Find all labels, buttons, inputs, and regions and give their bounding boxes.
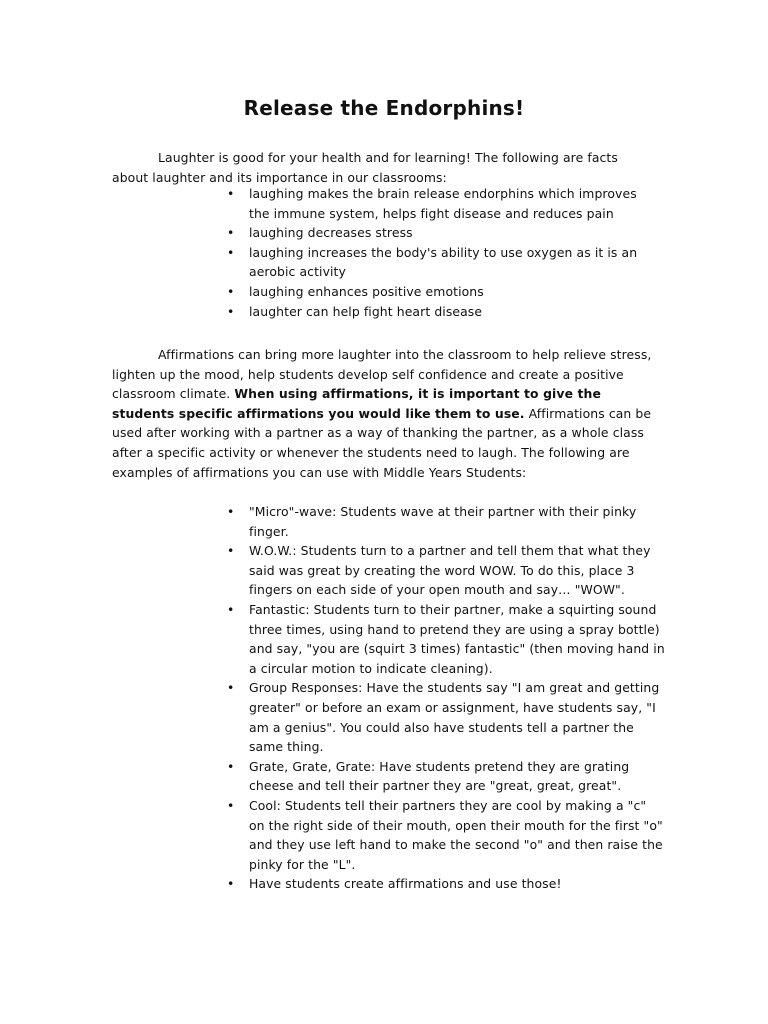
- intro-text: Laughter is good for your health and for learning! The following are facts about laughter and its importance in our classrooms:: [112, 150, 618, 185]
- bullet-icon: •: [227, 303, 235, 319]
- list-item: • laughing decreases stress: [227, 223, 647, 243]
- bullet-icon: •: [227, 876, 235, 892]
- affirmations-paragraph: [112, 345, 652, 482]
- list-item: • Cool: Students tell their partners they are cool by making a "c" on the right side of their mouth, open their mouth for the first "o" and they use left hand to make the second "o" and then raise the pinky for the "L".: [227, 797, 663, 872]
- intro-paragraph: [112, 148, 652, 187]
- affirmations-emphasis: When using affirmations, it is important to give the students specific affirmations you would like them to use.: [112, 386, 601, 421]
- bullet-icon: •: [227, 797, 235, 813]
- list-item: • laughing enhances positive emotions: [227, 282, 647, 302]
- affirmations-list: [227, 502, 665, 894]
- list-item: • Group Responses: Have the students say "I am great and getting greater" or before an exam or assignment, have students say, "I am a genius". You could also have students tell a partner the same thing.: [227, 680, 660, 755]
- facts-list: [227, 184, 647, 321]
- list-item: • W.O.W.: Students turn to a partner and tell them that what they said was great by creating the word WOW. To do this, place 3 fingers on each side of your open mouth and say… "WOW".: [227, 543, 651, 598]
- bullet-icon: •: [227, 283, 235, 299]
- affirmations-outro-text: Affirmations can be used after working with a partner as a way of thanking the partner, as a whole class after a specific activity or whenever the students need to laugh. The following are examples of affirmations you can use with Middle Years Students:: [112, 405, 652, 480]
- bullet-icon: •: [227, 758, 235, 774]
- list-item: • laughing makes the brain release endorphins which improves the immune system, helps fight disease and reduces pain: [227, 186, 637, 221]
- bullet-icon: •: [227, 543, 235, 559]
- document-title: Release the Endorphins!: [243, 96, 525, 120]
- bullet-icon: •: [227, 680, 235, 696]
- bullet-icon: •: [227, 504, 235, 519]
- bullet-icon: •: [227, 225, 235, 241]
- list-item: • Grate, Grate, Grate: Have students pretend they are grating cheese and tell their partner they are "great, great, great".: [227, 758, 630, 794]
- list-item: • Have students create affirmations and use those!: [227, 874, 665, 894]
- affirmations-intro-text: Affirmations can bring more laughter into the classroom to help relieve stress, lighten up the mood, help students develop self confidence and create a positive classroom climate.: [112, 347, 652, 402]
- list-item: • laughter can help fight heart disease: [227, 302, 647, 322]
- bullet-icon: •: [227, 186, 235, 201]
- list-item: • laughing increases the body's ability to use oxygen as it is an aerobic activity: [227, 244, 638, 280]
- list-item: • Fantastic: Students turn to their partner, make a squirting sound three times, using hand to pretend they are using a spray bottle) and say, "you are (squirt 3 times) fantastic" (then moving hand in a circular motion to indicate cleaning).: [227, 601, 665, 676]
- bullet-icon: •: [227, 244, 235, 260]
- bullet-icon: •: [227, 601, 235, 617]
- list-item: • "Micro"-wave: Students wave at their partner with their pinky finger.: [227, 504, 637, 539]
